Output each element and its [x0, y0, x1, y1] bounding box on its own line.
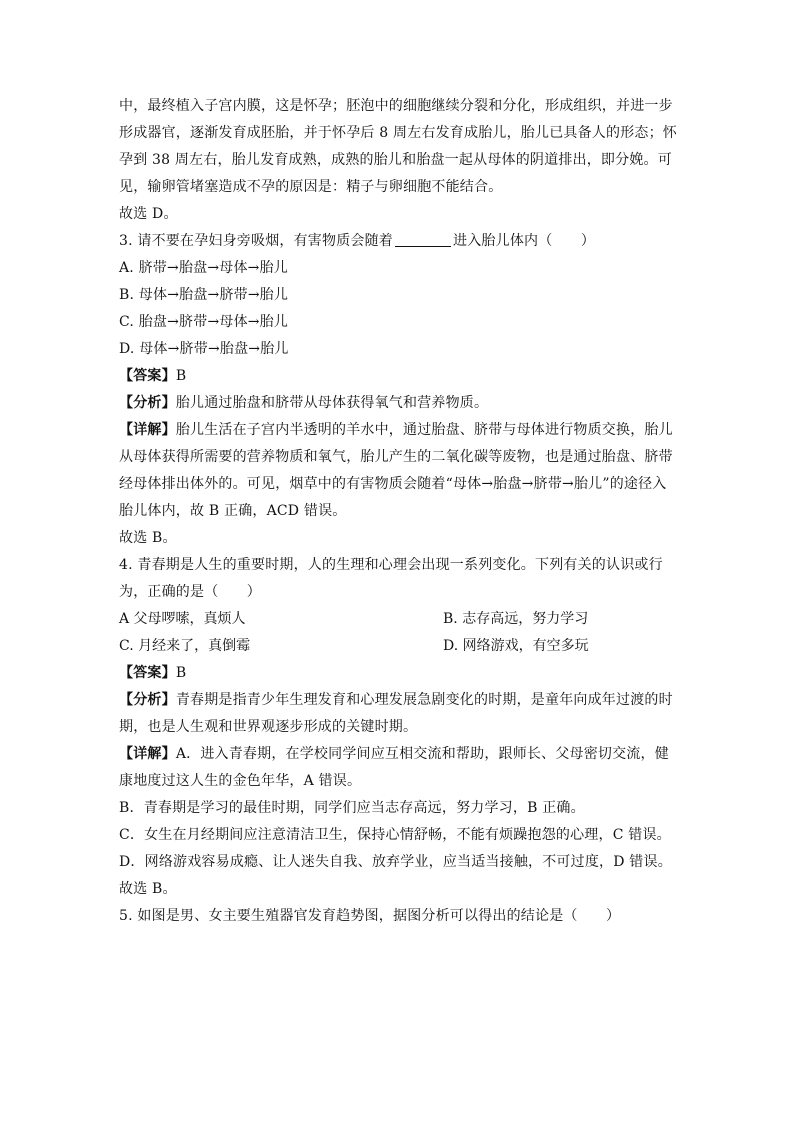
question-stem: 5. 如图是男、女主要生殖器官发育趋势图，据图分析可以得出的结论是（ ）	[119, 908, 621, 924]
answer-blank	[395, 232, 451, 247]
analysis-line: 期，也是人生观和世界观逐步形成的关键时期。	[119, 719, 418, 735]
conclusion-line: 故选 B。	[119, 881, 177, 897]
text-line: 见，输卵管堵塞造成不孕的原因是：精子与卵细胞不能结合。	[119, 179, 503, 195]
option-d: D. 网络游戏，有空多玩	[443, 638, 589, 654]
detail-tag: 【详解】	[119, 746, 176, 762]
options-row	[119, 633, 679, 660]
analysis-tag: 【分析】	[119, 692, 176, 708]
analysis-text: 青春期是指青少年生理发育和心理发展急剧变化的时期，是童年向成年过渡的时	[175, 692, 673, 708]
option-a: A. 脐带→胎盘→母体→胎儿	[119, 260, 289, 276]
option-c: C. 月经来了，真倒霉	[119, 638, 251, 654]
intro-explanation	[119, 93, 679, 228]
detail-line: 从母体获得所需要的营养物质和氧气，胎儿产生的二氧化碳等废物，也是通过胎盘、脐带	[119, 449, 673, 465]
text-line: 形成器官，逐渐发育成胚胎，并于怀孕后 8 周左右发育成胎儿，胎儿已具备人的形态；怀	[119, 125, 678, 141]
answer-line	[119, 660, 679, 687]
analysis-text: 胎儿通过胎盘和脐带从母体获得氧气和营养物质。	[175, 395, 489, 411]
text-line: 孕到 38 周左右，胎儿发育成熟，成熟的胎儿和胎盘一起从母体的阴道排出，即分娩。可	[119, 152, 672, 168]
analysis-line	[119, 390, 679, 417]
answer-tag: 【答案】	[119, 368, 176, 384]
detail-line	[119, 741, 679, 768]
analysis-tag: 【分析】	[119, 395, 176, 411]
question-stem: 为，正确的是（ ）	[119, 584, 261, 600]
question-stem-after: 进入胎儿体内（ ）	[453, 233, 596, 249]
detail-line: B．青春期是学习的最佳时期，同学们应当志存高远，努力学习，B 正确。	[119, 800, 585, 816]
question-stem-before: 3. 请不要在孕妇身旁吸烟，有害物质会随着	[119, 233, 394, 249]
detail-tag: 【详解】	[119, 422, 176, 438]
detail-line: D．网络游戏容易成瘾、让人迷失自我、放弃学业，应当适当接触，不可过度，D 错误。	[119, 854, 672, 870]
detail-text: A．进入青春期，在学校同学间应互相交流和帮助，跟师长、父母密切交流，健	[175, 746, 669, 762]
answer-tag: 【答案】	[119, 665, 176, 681]
analysis-line	[119, 687, 679, 714]
answer-line	[119, 363, 679, 390]
answer-text: B	[175, 665, 187, 681]
answer-text: B	[175, 368, 187, 384]
option-b: B. 母体→胎盘→脐带→胎儿	[119, 287, 289, 303]
option-a: A 父母啰嗦，真烦人	[119, 611, 246, 627]
detail-line: 康地度过这人生的金色年华，A 错误。	[119, 773, 362, 789]
question-4	[119, 552, 679, 903]
question-5	[119, 903, 679, 930]
option-b: B. 志存高远，努力学习	[443, 611, 589, 627]
detail-line: C．女生在月经期间应注意清洁卫生，保持心情舒畅，不能有烦躁抱怨的心理，C 错误。	[119, 827, 671, 843]
question-stem	[119, 228, 679, 255]
document-page	[119, 93, 679, 930]
detail-text: 胎儿生活在子宫内半透明的羊水中，通过胎盘、脐带与母体进行物质交换，胎儿	[175, 422, 673, 438]
option-c: C. 胎盘→脐带→母体→胎儿	[119, 314, 289, 330]
detail-line: 胎儿体内，故 B 正确，ACD 错误。	[119, 503, 347, 519]
detail-line: 经母体排出体外的。可见，烟草中的有害物质会随着“母体→胎盘→脐带→胎儿”的途径入	[119, 476, 667, 492]
question-stem: 4. 青春期是人生的重要时期，人的生理和心理会出现一系列变化。下列有关的认识或行	[119, 557, 663, 573]
text-line: 中，最终植入子宫内膜，这是怀孕；胚泡中的细胞继续分裂和分化，形成组织，并进一步	[119, 98, 673, 114]
options-row	[119, 606, 679, 633]
question-3	[119, 228, 679, 552]
conclusion-line: 故选 D。	[119, 206, 178, 222]
conclusion-line: 故选 B。	[119, 530, 177, 546]
detail-line	[119, 417, 679, 444]
option-d: D. 母体→脐带→胎盘→胎儿	[119, 341, 289, 357]
